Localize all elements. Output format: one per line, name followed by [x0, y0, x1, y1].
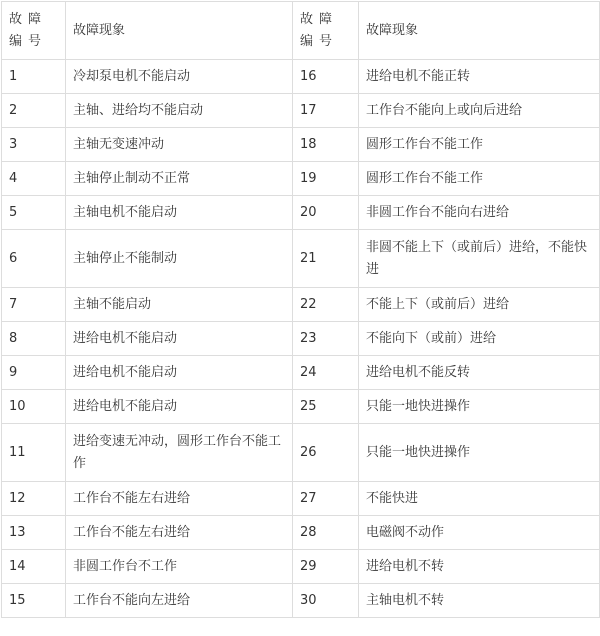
fault-number-cell: 9 [2, 356, 66, 390]
fault-phenomenon-cell: 工作台不能左右进给 [66, 482, 293, 516]
fault-table [1, 1, 600, 618]
fault-phenomenon-cell: 进给电机不能启动 [66, 322, 293, 356]
table-row [2, 390, 600, 424]
header-fault-number-right: 故障编号 [293, 2, 359, 60]
fault-phenomenon-cell: 主轴、进给均不能启动 [66, 94, 293, 128]
fault-phenomenon-cell: 电磁阀不动作 [359, 516, 600, 550]
fault-phenomenon-cell: 主轴无变速冲动 [66, 128, 293, 162]
fault-phenomenon-cell: 进给变速无冲动，圆形工作台不能工作 [66, 424, 293, 482]
table-row [2, 482, 600, 516]
fault-phenomenon-cell: 圆形工作台不能工作 [359, 128, 600, 162]
fault-number-cell: 21 [293, 230, 359, 288]
fault-number-cell: 29 [293, 550, 359, 584]
fault-phenomenon-cell: 非圆工作台不工作 [66, 550, 293, 584]
fault-number-cell: 12 [2, 482, 66, 516]
header-fault-phenomenon-left: 故障现象 [66, 2, 293, 60]
fault-number-cell: 2 [2, 94, 66, 128]
fault-number-cell: 30 [293, 584, 359, 618]
fault-number-cell: 8 [2, 322, 66, 356]
fault-number-cell: 24 [293, 356, 359, 390]
fault-phenomenon-cell: 主轴电机不能启动 [66, 196, 293, 230]
fault-number-cell: 28 [293, 516, 359, 550]
fault-number-cell: 7 [2, 288, 66, 322]
fault-phenomenon-cell: 进给电机不能正转 [359, 60, 600, 94]
table-row [2, 516, 600, 550]
fault-phenomenon-cell: 进给电机不转 [359, 550, 600, 584]
fault-number-cell: 27 [293, 482, 359, 516]
fault-number-cell: 1 [2, 60, 66, 94]
fault-phenomenon-cell: 冷却泵电机不能启动 [66, 60, 293, 94]
table-row [2, 94, 600, 128]
fault-number-cell: 11 [2, 424, 66, 482]
fault-phenomenon-cell: 不能向下（或前）进给 [359, 322, 600, 356]
fault-number-cell: 23 [293, 322, 359, 356]
fault-phenomenon-cell: 只能一地快进操作 [359, 424, 600, 482]
fault-number-cell: 22 [293, 288, 359, 322]
fault-number-cell: 15 [2, 584, 66, 618]
fault-phenomenon-cell: 主轴停止不能制动 [66, 230, 293, 288]
fault-phenomenon-cell: 不能快进 [359, 482, 600, 516]
header-fault-number-left: 故障编号 [2, 2, 66, 60]
fault-phenomenon-cell: 只能一地快进操作 [359, 390, 600, 424]
table-row [2, 288, 600, 322]
fault-phenomenon-cell: 工作台不能向左进给 [66, 584, 293, 618]
table-row [2, 424, 600, 482]
table-row [2, 584, 600, 618]
fault-number-cell: 16 [293, 60, 359, 94]
table-row [2, 196, 600, 230]
fault-number-cell: 13 [2, 516, 66, 550]
table-row [2, 128, 600, 162]
fault-phenomenon-cell: 非圆不能上下（或前后）进给，不能快进 [359, 230, 600, 288]
fault-phenomenon-cell: 圆形工作台不能工作 [359, 162, 600, 196]
table-row [2, 550, 600, 584]
fault-phenomenon-cell: 非圆工作台不能向右进给 [359, 196, 600, 230]
fault-phenomenon-cell: 不能上下（或前后）进给 [359, 288, 600, 322]
fault-phenomenon-cell: 工作台不能向上或向后进给 [359, 94, 600, 128]
fault-number-cell: 3 [2, 128, 66, 162]
fault-number-cell: 25 [293, 390, 359, 424]
fault-number-cell: 19 [293, 162, 359, 196]
fault-number-cell: 18 [293, 128, 359, 162]
table-row [2, 60, 600, 94]
fault-number-cell: 14 [2, 550, 66, 584]
table-row [2, 162, 600, 196]
fault-phenomenon-cell: 主轴停止制动不正常 [66, 162, 293, 196]
table-row [2, 230, 600, 288]
header-fault-phenomenon-right: 故障现象 [359, 2, 600, 60]
fault-number-cell: 20 [293, 196, 359, 230]
fault-phenomenon-cell: 主轴电机不转 [359, 584, 600, 618]
fault-phenomenon-cell: 进给电机不能启动 [66, 356, 293, 390]
fault-number-cell: 6 [2, 230, 66, 288]
table-header-row [2, 2, 600, 60]
fault-phenomenon-cell: 进给电机不能反转 [359, 356, 600, 390]
fault-number-cell: 17 [293, 94, 359, 128]
fault-phenomenon-cell: 进给电机不能启动 [66, 390, 293, 424]
fault-phenomenon-cell: 主轴不能启动 [66, 288, 293, 322]
fault-number-cell: 10 [2, 390, 66, 424]
fault-phenomenon-cell: 工作台不能左右进给 [66, 516, 293, 550]
fault-number-cell: 4 [2, 162, 66, 196]
fault-number-cell: 5 [2, 196, 66, 230]
table-row [2, 356, 600, 390]
fault-number-cell: 26 [293, 424, 359, 482]
table-row [2, 322, 600, 356]
